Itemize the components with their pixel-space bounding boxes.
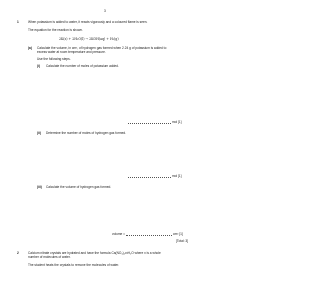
part-iii-answer-prefix: volume =	[112, 232, 126, 236]
part-a-text-line-1: Calculate the volume, in cm³, of hydrogen gas formed when 2.24 g of potassium is added to	[37, 46, 167, 50]
question-1-total: [Total: 3]	[176, 239, 189, 243]
question-2-line-2: number of molecules of water.	[28, 255, 71, 259]
part-iii-answer-unit: cm³ [1]	[173, 232, 183, 236]
steps-intro: Use the following steps.	[37, 57, 71, 61]
page-number: 3	[104, 9, 106, 13]
question-2-line-3: The student heats the crystals to remove the molecules of water.	[28, 263, 120, 267]
part-ii-answer-line[interactable]	[128, 177, 171, 178]
part-iii-label: (iii)	[37, 185, 42, 189]
part-ii-text: Determine the number of moles of hydrogen gas formed.	[46, 131, 127, 135]
part-i-label: (i)	[37, 64, 41, 68]
part-a-text-line-2: excess water at room temperature and pressure.	[37, 50, 106, 54]
part-i-text: Calculate the number of moles of potassium added.	[46, 64, 119, 68]
equation-intro: The equation for the reaction is shown.	[28, 28, 83, 32]
part-a-label: (a)	[28, 46, 32, 50]
part-i-answer-unit: mol [1]	[172, 120, 182, 124]
reaction-equation: 2K(s) + 2H₂O(l) → 2KOH(aq) + H₂(g)	[59, 37, 119, 41]
question-2-number: 2	[17, 251, 19, 255]
question-1-number: 1	[17, 20, 19, 24]
question-1-intro: When potassium is added to water, it reacts vigorously and a coloured flame is seen.	[28, 20, 148, 24]
part-iii-answer-line[interactable]	[126, 235, 172, 236]
part-ii-label: (ii)	[37, 131, 41, 135]
part-iii-text: Calculate the volume of hydrogen gas formed.	[46, 185, 112, 189]
question-2-line-1: Calcium nitrate crystals are hydrated and have the formula Ca(NO₃)₂•xH₂O where x is a whole	[28, 251, 161, 255]
part-ii-answer-unit: mol [1]	[172, 174, 182, 178]
part-i-answer-line[interactable]	[128, 123, 171, 124]
